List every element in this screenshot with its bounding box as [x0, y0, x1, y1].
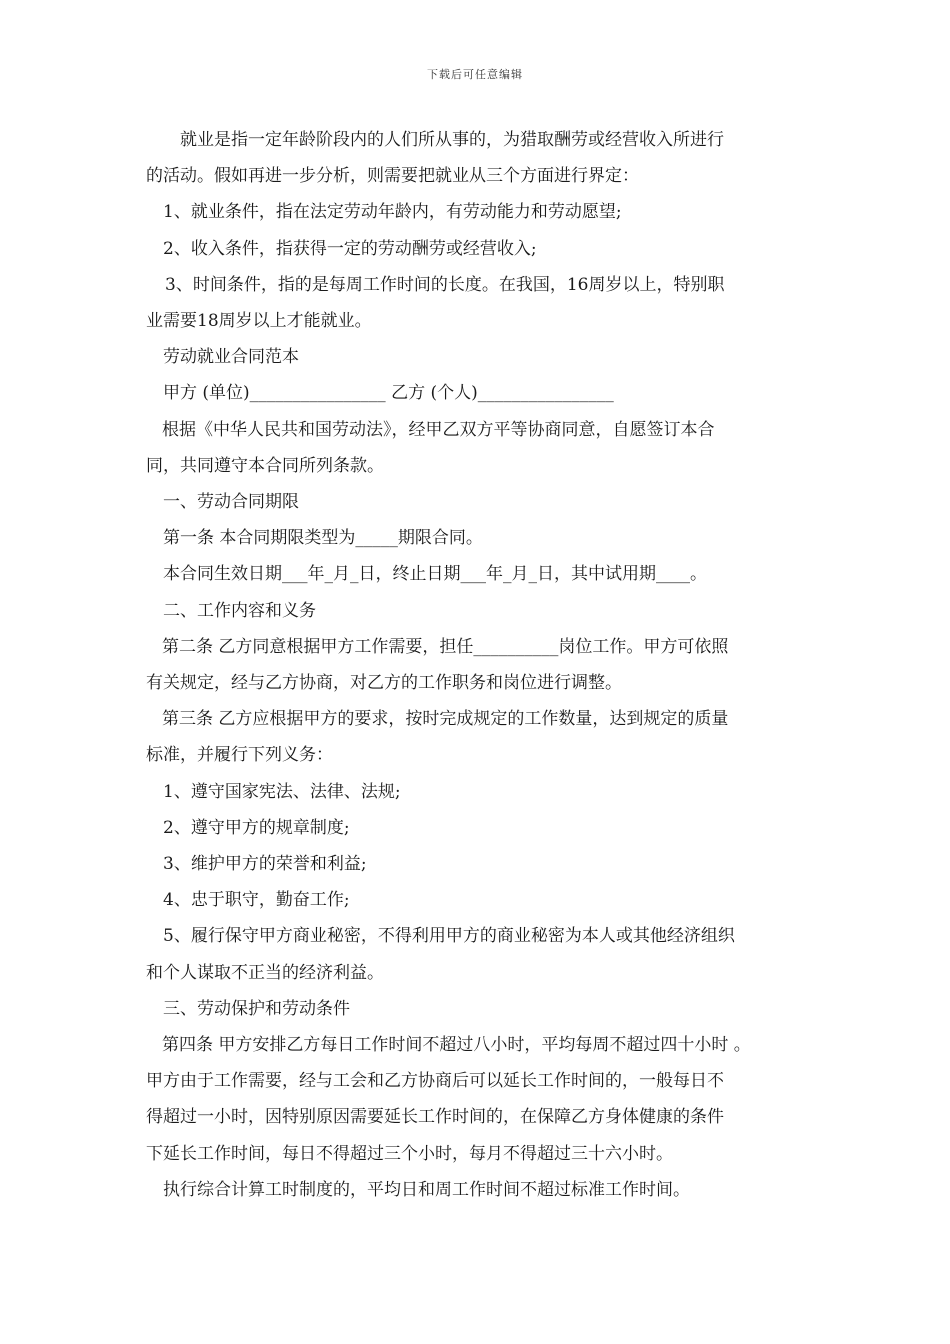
paragraph-line: 同，共同遵守本合同所列条款。	[146, 455, 384, 476]
paragraph-line: 根据《中华人民共和国劳动法》，经甲乙双方平等协商同意，自愿签订本合	[162, 419, 715, 440]
list-item: 4、忠于职守，勤奋工作;	[163, 890, 350, 911]
section-heading: 三、劳动保护和劳动条件	[163, 998, 350, 1019]
section-heading: 一、劳动合同期限	[163, 492, 299, 513]
article-line: 第二条 乙方同意根据甲方工作需要，担任__________岗位工作。甲方可依照	[162, 636, 729, 657]
paragraph-line: 甲方由于工作需要，经与工会和乙方协商后可以延长工作时间的，一般每日不	[146, 1071, 724, 1092]
paragraph-line: 业需要18周岁以上才能就业。	[146, 311, 372, 332]
article-line: 第四条 甲方安排乙方每日工作时间不超过八小时，平均每周不超过四十小时 。	[162, 1035, 751, 1056]
paragraph-line: 和个人谋取不正当的经济利益。	[146, 962, 384, 983]
section-heading: 二、工作内容和义务	[163, 600, 316, 621]
list-item: 3、维护甲方的荣誉和利益;	[163, 854, 367, 875]
document-body	[146, 122, 814, 1208]
page-header: 下载后可任意编辑	[427, 68, 523, 81]
paragraph-line: 标准，并履行下列义务：	[146, 745, 333, 766]
paragraph-line: 得超过一小时，因特别原因需要延长工作时间的，在保障乙方身体健康的条件	[146, 1107, 724, 1128]
article-line: 第三条 乙方应根据甲方的要求，按时完成规定的工作数量，达到规定的质量	[162, 709, 729, 730]
paragraph-line: 有关规定，经与乙方协商，对乙方的工作职务和岗位进行调整。	[146, 673, 622, 694]
party-fields: 甲方 (单位)________________ 乙方 (个人)________________	[163, 383, 614, 404]
paragraph-line: 就业是指一定年龄阶段内的人们所从事的，为猎取酬劳或经营收入所进行	[180, 130, 724, 150]
article-line: 本合同生效日期___年_月_日，终止日期___年_月_日，其中试用期____。	[163, 564, 707, 585]
list-item: 2、遵守甲方的规章制度;	[163, 817, 350, 838]
list-item: 2、收入条件，指获得一定的劳动酬劳或经营收入;	[163, 238, 537, 259]
paragraph-line: 执行综合计算工时制度的，平均日和周工作时间不超过标准工作时间。	[163, 1179, 690, 1200]
paragraph-line: 下延长工作时间，每日不得超过三个小时，每月不得超过三十六小时。	[146, 1143, 673, 1164]
section-title: 劳动就业合同范本	[163, 347, 299, 368]
list-item: 3、时间条件，指的是每周工作时间的长度。在我国，16周岁以上，特别职	[165, 274, 725, 295]
list-item: 1、遵守国家宪法、法律、法规;	[163, 781, 401, 802]
article-line: 第一条 本合同期限类型为_____期限合同。	[163, 528, 483, 549]
list-item: 5、履行保守甲方商业秘密，不得利用甲方的商业秘密为本人或其他经济组织	[163, 926, 735, 947]
paragraph-line: 的活动。假如再进一步分析，则需要把就业从三个方面进行界定：	[146, 166, 639, 187]
list-item: 1、就业条件，指在法定劳动年龄内，有劳动能力和劳动愿望;	[163, 202, 622, 223]
